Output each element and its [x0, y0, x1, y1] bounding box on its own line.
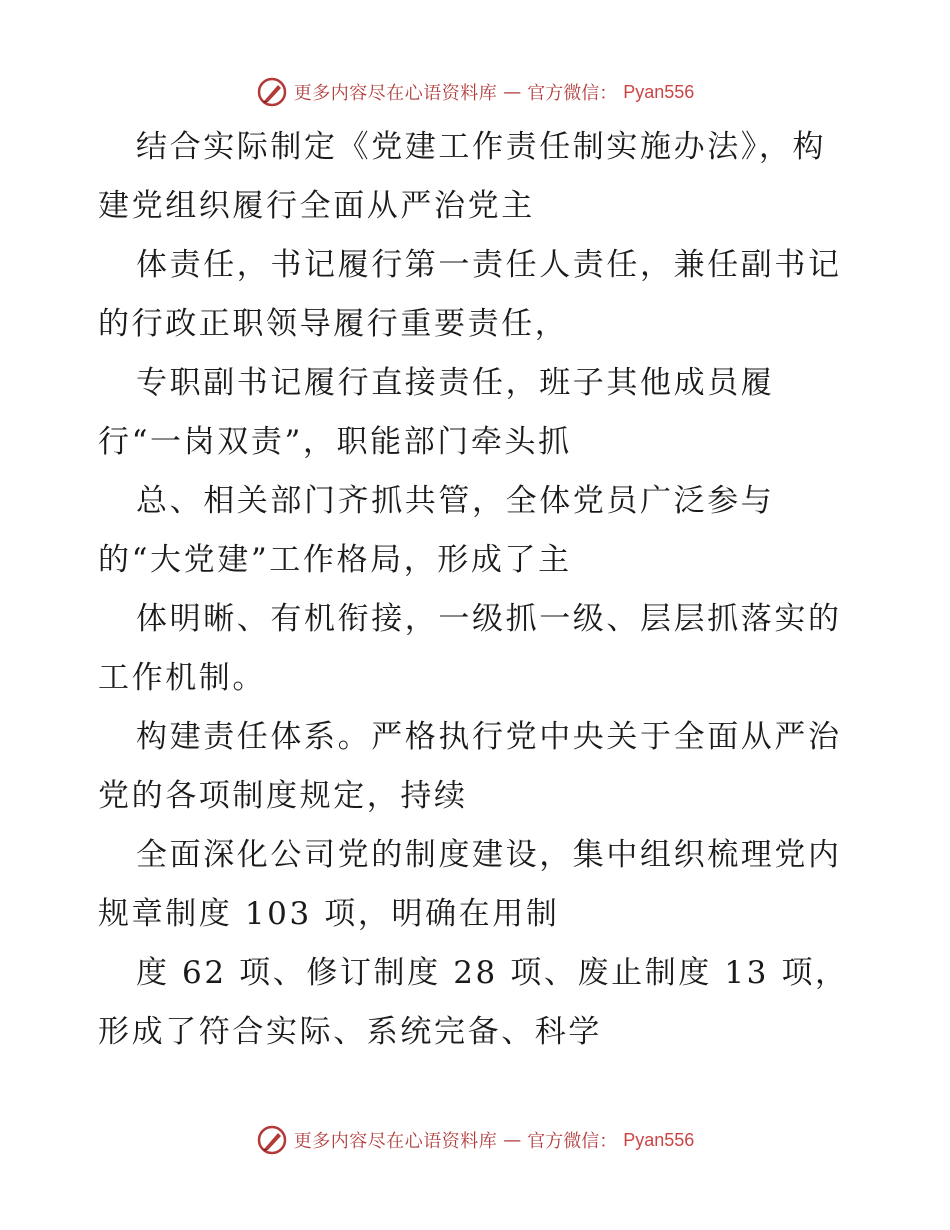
- pen-logo-icon: [256, 1124, 288, 1156]
- paragraph-1-line-2: 建党组织履行全面从严治党主: [98, 188, 535, 224]
- paragraph-3-line-1: 专职副书记履行直接责任，班子其他成员履: [136, 365, 775, 401]
- paragraph-8-line-2: 形成了符合实际、系统完备、科学: [98, 1014, 602, 1050]
- paragraph-6-line-1: 构建责任体系。严格执行党中央关于全面从严治: [136, 719, 842, 755]
- paragraph-2-line-1: 体责任，书记履行第一责任人责任，兼任副书记: [136, 247, 842, 283]
- watermark-brand: 更多内容尽在心语资料库: [293, 83, 498, 104]
- watermark-wechat-id: Pyan556: [623, 81, 695, 102]
- paragraph-4-line-2: 的“大党建”工作格局，形成了主: [98, 542, 572, 578]
- document-body: [98, 118, 858, 1062]
- paragraph-6-line-2: 党的各项制度规定，持续: [98, 778, 468, 814]
- watermark-brand: 更多内容尽在心语资料库: [293, 1131, 498, 1152]
- paragraph-2-line-2: 的行政正职领导履行重要责任，: [98, 306, 569, 342]
- paragraph-3-line-2: 行“一岗双责”，职能部门牵头抓: [98, 424, 572, 460]
- paragraph-1-line-1: 结合实际制定《党建工作责任制实施办法》，构: [136, 129, 827, 165]
- paragraph-8-line-1: 度 62 项、修订制度 28 项、废止制度 13 项，: [136, 955, 849, 991]
- paragraph-7-line-2: 规章制度 103 项，明确在用制: [98, 896, 560, 932]
- pen-logo-icon: [256, 76, 288, 108]
- watermark-dash: —: [503, 81, 522, 103]
- footer-watermark: [0, 1120, 950, 1160]
- watermark-wechat-label: 官方微信：: [527, 83, 618, 104]
- paragraph-7-line-1: 全面深化公司党的制度建设，集中组织梳理党内: [136, 837, 842, 873]
- watermark-wechat-id: Pyan556: [623, 1129, 695, 1150]
- paragraph-4-line-1: 总、相关部门齐抓共管，全体党员广泛参与: [136, 483, 775, 519]
- watermark-wechat-label: 官方微信：: [527, 1131, 618, 1152]
- watermark-dash: —: [503, 1129, 522, 1151]
- paragraph-5-line-1: 体明晰、有机衔接，一级抓一级、层层抓落实的: [136, 601, 842, 637]
- paragraph-5-line-2: 工作机制。: [98, 660, 266, 696]
- header-watermark: [0, 72, 950, 112]
